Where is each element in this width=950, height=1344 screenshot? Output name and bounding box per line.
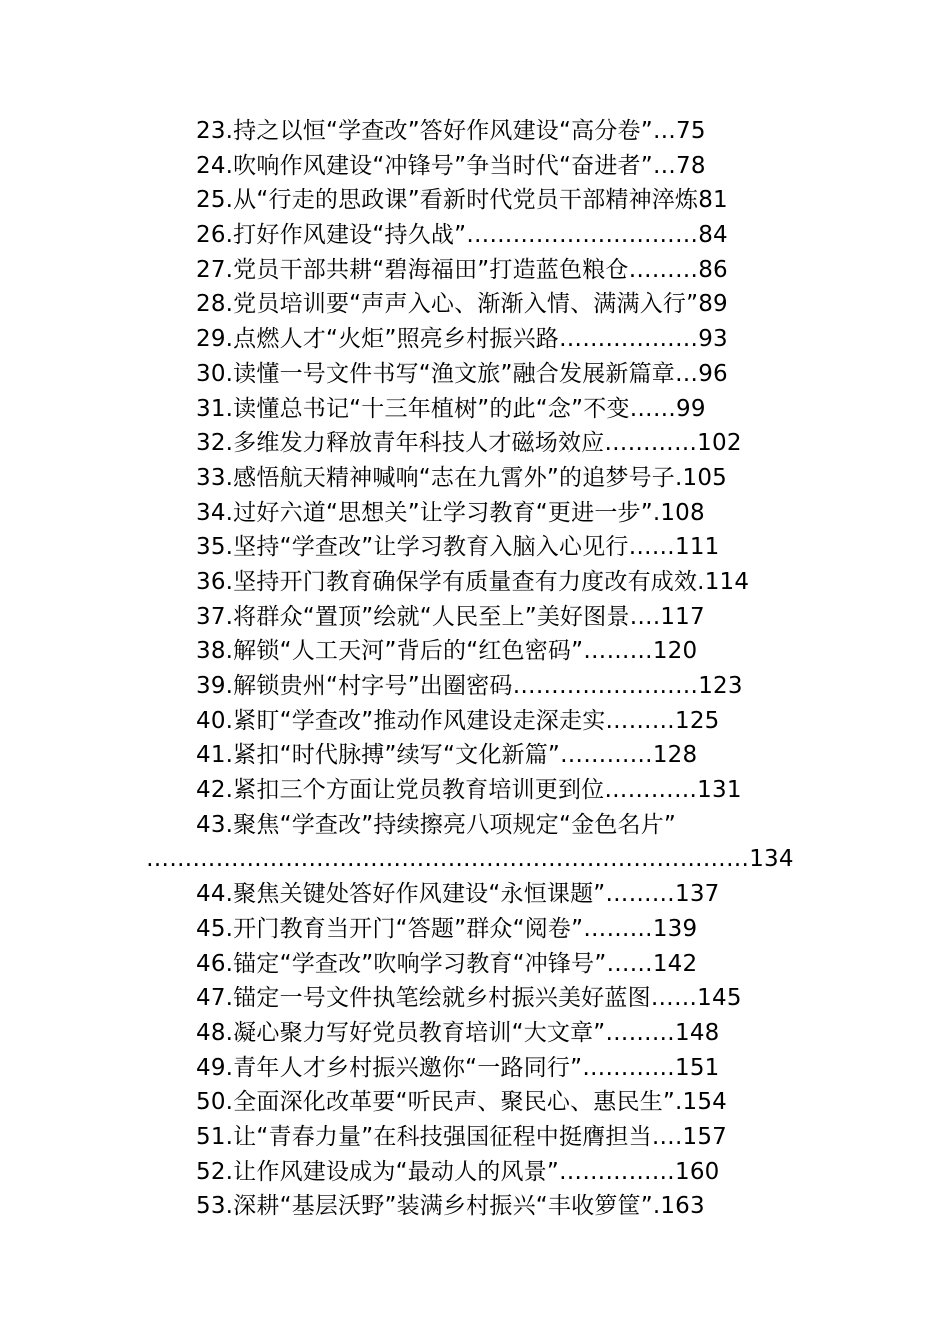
toc-entry[interactable]: 52.让作风建设成为“最动人的风景”……………160 bbox=[196, 1158, 720, 1185]
toc-entry[interactable]: 43.聚焦“学查改”持续擦亮八项规定“金色名片” bbox=[196, 811, 677, 838]
toc-entry[interactable]: 28.党员培训要“声声入心、渐渐入情、满满入行”89 bbox=[196, 291, 728, 318]
toc-entry[interactable]: 37.将群众“置顶”绘就“人民至上”美好图景….117 bbox=[196, 603, 705, 630]
toc-entry[interactable]: 23.持之以恒“学查改”答好作风建设“高分卷”…75 bbox=[196, 118, 706, 144]
toc-entry[interactable]: 40.紧盯“学查改”推动作风建设走深走实………125 bbox=[196, 707, 720, 734]
toc-entry[interactable]: 31.读懂总书记“十三年植树”的此“念”不变……99 bbox=[196, 395, 706, 422]
toc-entry[interactable]: 51.让“青春力量”在科技强国征程中挺膺担当….157 bbox=[196, 1123, 728, 1150]
toc-entry[interactable]: 25.从“行走的思政课”看新时代党员干部精神淬炼81 bbox=[196, 187, 728, 214]
toc-entry[interactable]: 29.点燃人才“火炬”照亮乡村振兴路………………93 bbox=[196, 326, 728, 353]
toc-entry[interactable]: 45.开门教育当开门“答题”群众“阅卷”………139 bbox=[196, 915, 698, 942]
toc-entry[interactable]: 44.聚焦关键处答好作风建设“永恒课题”………137 bbox=[196, 881, 720, 908]
table-of-contents bbox=[146, 114, 806, 1224]
toc-entry[interactable]: 34.过好六道“思想关”让学习教育“更进一步”.108 bbox=[196, 499, 705, 526]
toc-entry[interactable]: 30.读懂一号文件书写“渔文旅”融合发展新篇章…96 bbox=[196, 360, 728, 387]
toc-entry[interactable]: 42.紧扣三个方面让党员教育培训更到位…………131 bbox=[196, 777, 742, 804]
toc-entry-continuation[interactable]: ……………………………………………………………………134 bbox=[146, 846, 794, 873]
toc-entry[interactable]: 24.吹响作风建设“冲锋号”争当时代“奋进者”…78 bbox=[196, 152, 706, 179]
toc-entry[interactable]: 39.解锁贵州“村字号”出圈密码……………………123 bbox=[196, 673, 743, 699]
toc-entry[interactable]: 36.坚持开门教育确保学有质量查有力度改有成效.114 bbox=[196, 568, 750, 595]
toc-entry[interactable]: 41.紧扣“时代脉搏”续写“文化新篇”…………128 bbox=[196, 742, 698, 769]
toc-entry[interactable]: 53.深耕“基层沃野”装满乡村振兴“丰收箩筐”.163 bbox=[196, 1193, 705, 1220]
toc-entry[interactable]: 49.青年人才乡村振兴邀你“一路同行”…………151 bbox=[196, 1054, 720, 1081]
toc-entry[interactable]: 35.坚持“学查改”让学习教育入脑入心见行……111 bbox=[196, 534, 720, 561]
toc-entry[interactable]: 47.锚定一号文件执笔绘就乡村振兴美好蓝图……145 bbox=[196, 985, 742, 1012]
toc-entry[interactable]: 32.多维发力释放青年科技人才磁场效应…………102 bbox=[196, 430, 742, 457]
toc-entry[interactable]: 50.全面深化改革要“听民声、聚民心、惠民生”.154 bbox=[196, 1089, 728, 1116]
toc-entry[interactable]: 46.锚定“学查改”吹响学习教育“冲锋号”……142 bbox=[196, 950, 698, 977]
toc-entry[interactable]: 33.感悟航天精神喊响“志在九霄外”的追梦号子.105 bbox=[196, 464, 728, 491]
toc-entry[interactable]: 27.党员干部共耕“碧海福田”打造蓝色粮仓………86 bbox=[196, 256, 728, 283]
toc-entry[interactable]: 48.凝心聚力写好党员教育培训“大文章”………148 bbox=[196, 1019, 720, 1046]
toc-entry[interactable]: 38.解锁“人工天河”背后的“红色密码”………120 bbox=[196, 638, 698, 665]
toc-entry[interactable]: 26.打好作风建设“持久战”…………………………84 bbox=[196, 222, 728, 249]
